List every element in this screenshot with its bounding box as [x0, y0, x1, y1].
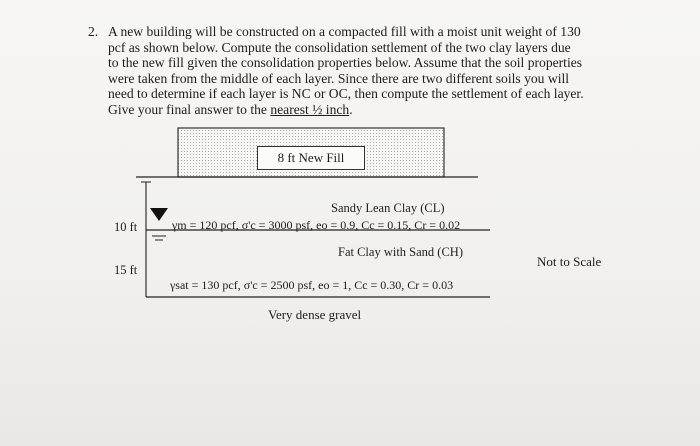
final-answer-precision: nearest ½ inch: [270, 101, 350, 117]
fill-label: 8 ft New Fill: [257, 146, 365, 170]
layer1-name: Sandy Lean Clay (CL): [331, 201, 445, 215]
problem-line-3: to the new fill given the consolidation properties below. Assume that the soil properties: [108, 55, 583, 71]
layer2-name: Fat Clay with Sand (CH): [338, 245, 463, 259]
problem-number: 2.: [88, 24, 99, 39]
layer2-thickness: 15 ft: [114, 263, 138, 277]
problem-line-5: need to determine if each layer is NC or OC, then compute the settlement of each layer.: [108, 86, 584, 102]
problem-line-1: A new building will be constructed on a compacted fill with a moist unit weight of 130: [108, 24, 581, 39]
scale-note: Not to Scale: [537, 254, 602, 269]
problem-line-2: pcf as shown below. Compute the consolidation settlement of the two clay layers due: [108, 39, 571, 55]
base-layer-label: Very dense gravel: [268, 307, 362, 322]
final-answer-suffix: .: [349, 101, 353, 117]
layer1-thickness: 10 ft: [114, 220, 138, 234]
layer2-properties: γsat = 130 pcf, σ'c = 2500 psf, eo = 1, Cc = 0.30, Cr = 0.03: [170, 278, 454, 292]
problem-line-4: were taken from the middle of each layer. Since there are two different soils you will: [108, 70, 570, 86]
final-answer-prefix: Give your final answer to the: [108, 101, 271, 117]
layer1-properties: γm = 120 pcf, σ'c = 3000 psf, eo = 0.9, Cc = 0.15, Cr = 0.02: [172, 218, 461, 232]
water-table-icon: [150, 208, 168, 221]
